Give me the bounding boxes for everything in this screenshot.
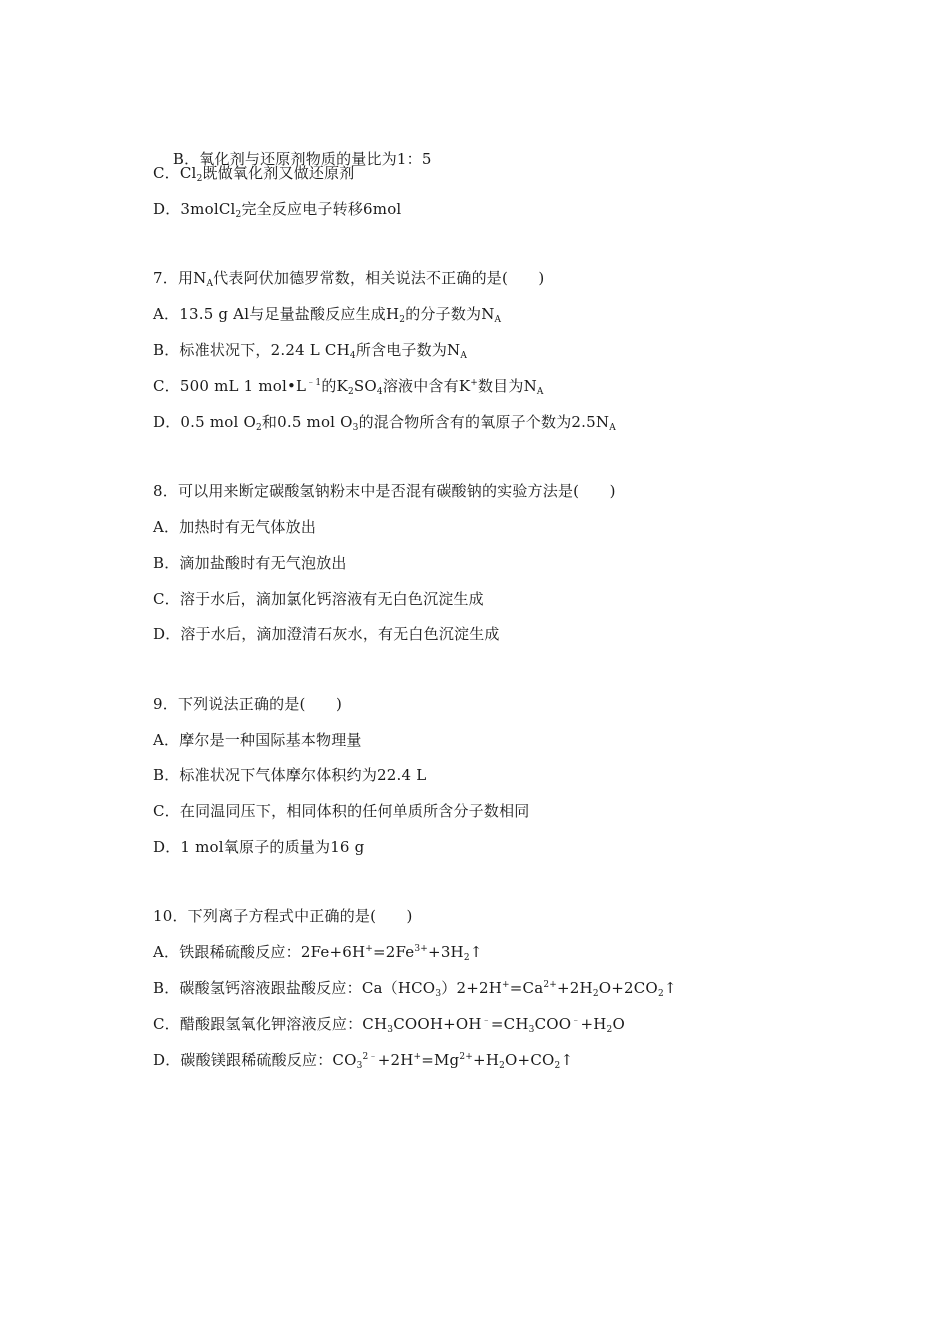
- q8-option-a: A．加热时有无气体放出: [153, 518, 317, 536]
- q7-option-c: C．500 mL 1 $mol•L^{﹣1}$的$K_2SO_4$溶液中含有K+数目为$N_A$: [153, 377, 544, 397]
- q8-stem: 8．可以用来断定碳酸氢钠粉末中是否混有碳酸钠的实验方法是( ): [153, 482, 616, 500]
- q9-option-c: C．在同温同压下，相同体积的任何单质所含分子数相同: [153, 802, 530, 820]
- q6-option-c: C．$Cl_2$既做氧化剂又做还原剂: [153, 164, 355, 184]
- q8-option-c: C．溶于水后，滴加氯化钙溶液有无白色沉淀生成: [153, 590, 484, 608]
- q7-option-d: D．0.5 mol $O_2$和0.5 mol $O_3$的混合物所含有的氧原子个数为$2.5N_A$: [153, 413, 616, 433]
- q10-stem: 10．下列离子方程式中正确的是( ): [153, 907, 413, 925]
- q8-option-d: D．溶于水后，滴加澄清石灰水，有无白色沉淀生成: [153, 625, 500, 643]
- q10-option-c: C．醋酸跟氢氧化钾溶液反应：$CH_3COOH+OH^﹣=CH_3COO^﹣+H_2O$: [153, 1015, 625, 1035]
- q9-option-a: A．摩尔是一种国际基本物理量: [153, 731, 362, 749]
- q9-option-d: D．1 mol氧原子的质量为16 g: [153, 838, 365, 856]
- q10-option-b: B．碳酸氢钙溶液跟盐酸反应：$Ca(HCO_3)2+2H^+=Ca^{2+}+2H_2O+2CO_2↑$: [153, 979, 677, 999]
- q7-option-a: A．13.5 g Al与足量盐酸反应生成$H_2$的分子数为$N_A$: [153, 305, 502, 325]
- q8-option-b: B．滴加盐酸时有无气泡放出: [153, 554, 347, 572]
- q10-option-d: D．碳酸镁跟稀硫酸反应：$CO_3^{2﹣}+2H^+=Mg^{2+}+H_2O+CO_2↑$: [153, 1051, 574, 1071]
- q7-stem: 7．用$N_A$代表阿伏加德罗常数，相关说法不正确的是( ): [153, 269, 545, 289]
- q9-option-b: B．标准状况下气体摩尔体积约为22.4 L: [153, 766, 427, 784]
- q6-option-b: B．氧化剂与还原剂物质的量比为1：5: [172, 150, 432, 168]
- q7-option-b: B．标准状况下，2.24 L $CH_4$所含电子数为$N_A$: [153, 341, 468, 361]
- q6-option-d: D．3molCl$_2$完全反应电子转移6mol: [153, 200, 402, 220]
- q10-option-a: A．铁跟稀硫酸反应：$2Fe+6H^+=2Fe^{3+}+3H_2↑$: [153, 943, 483, 963]
- q9-stem: 9．下列说法正确的是( ): [153, 695, 343, 713]
